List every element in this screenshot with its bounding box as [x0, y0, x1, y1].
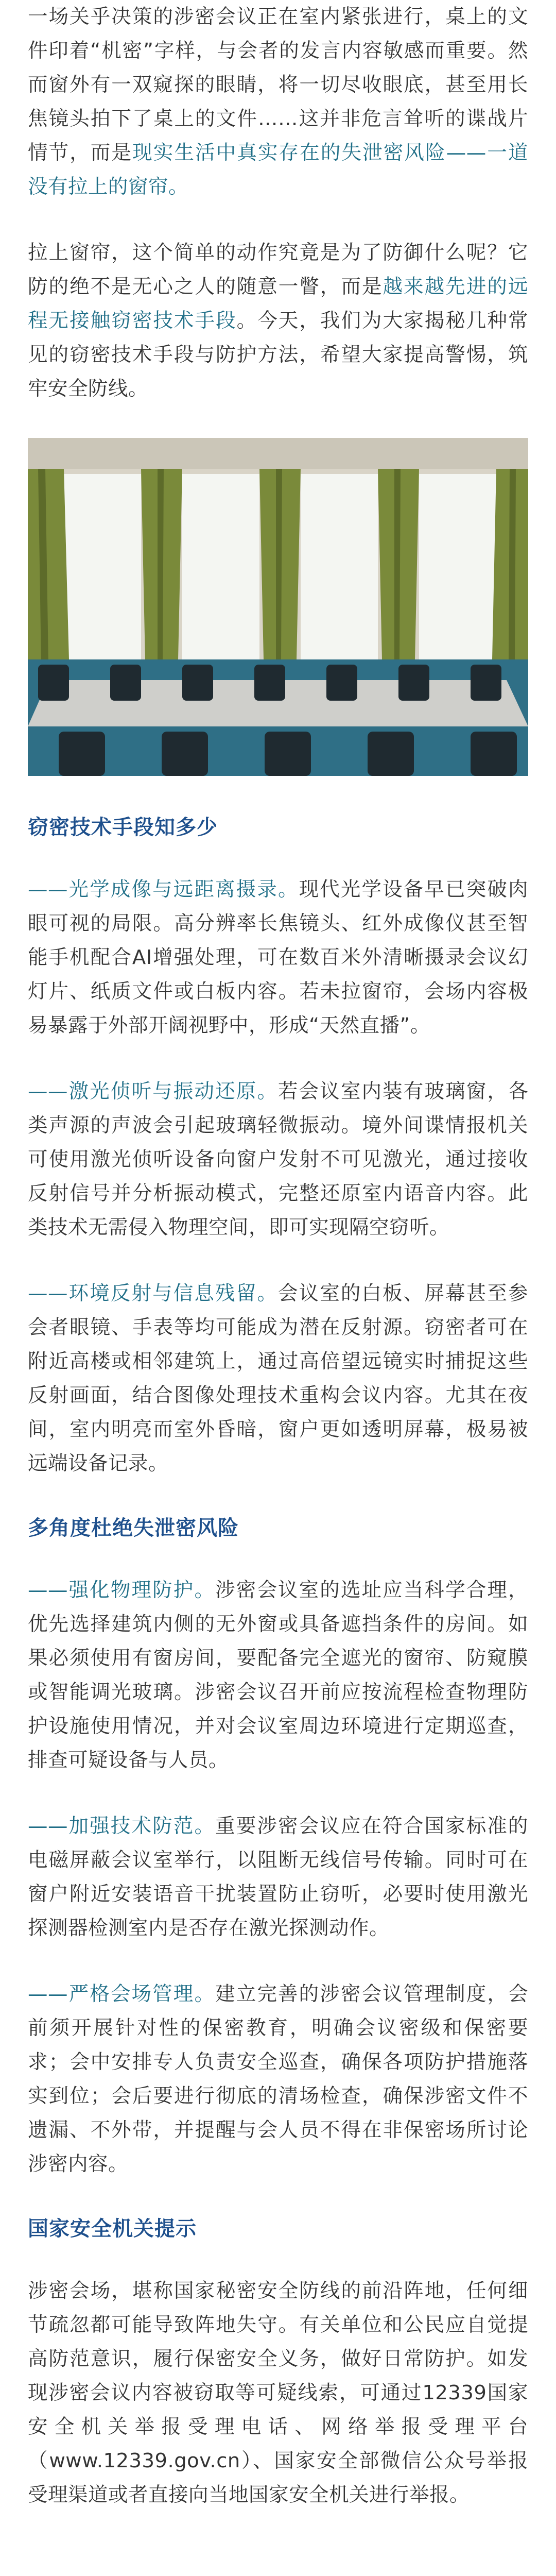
prevention-technical-lead: ——加强技术防范。: [28, 1815, 216, 1838]
prevention-physical-text: 涉密会议室的选址应当科学合理，优先选择建筑内侧的无外窗或具备遮挡条件的房间。如果必须使用有窗房间，要配备完全遮光的窗帘、防窥膜或智能调光玻璃。涉密会议召开前应按流程检查物理防护设施使用情况，并对会议室周边环境进行定期巡查，排查可疑设备与人员。: [28, 1579, 528, 1772]
section-title-prevention: 多角度杜绝失泄密风险: [28, 1516, 239, 1540]
prevention-paragraph-technical: [28, 1809, 528, 1945]
intro-paragraph-1-text: 一场关乎决策的涉密会议正在室内紧张进行，桌上的文件印着“机密”字样，与会者的发言内容敏感而重要。然而窗外有一双窥探的眼睛，将一切尽收眼底，甚至用长焦镜头拍下了桌上的文件……这并非危言耸听的谍战片情节，而是: [28, 5, 528, 164]
intro-paragraph-2: [28, 236, 528, 406]
prevention-management-lead: ——严格会场管理。: [28, 1982, 216, 2006]
prevention-physical-lead: ——强化物理防护。: [28, 1579, 216, 1602]
technique-paragraph-optical: [28, 873, 528, 1043]
prevention-management-text: 建立完善的涉密会议管理制度，会前须开展针对性的保密教育，明确会议密级和保密要求；会中安排专人负责安全巡查，确保各项防护措施落实到位；会后要进行彻底的清场检查，确保涉密文件不遗漏、不外带，并提醒与会人员不得在非保密场所讨论涉密内容。: [28, 1982, 528, 2176]
technique-paragraph-laser: [28, 1075, 528, 1245]
technique-paragraph-reflection: [28, 1277, 528, 1481]
technique-optical-text: 现代光学设备早已突破肉眼可视的局限。高分辨率长焦镜头、红外成像仪甚至智能手机配合AI增强处理，可在数百米外清晰摄录会议幻灯片、纸质文件或白板内容。若未拉窗帘，会场内容极易暴露于外部开阔视野中，形成“天然直播”。: [28, 878, 528, 1037]
prevention-technical-text: 重要涉密会议应在符合国家标准的电磁屏蔽会议室举行，以阻断无线信号传输。同时可在窗户附近安装语音干扰装置防止窃听，必要时使用激光探测器检测室内是否存在激光探测动作。: [28, 1815, 528, 1940]
intro-paragraph-1-highlight: 现实生活中真实存在的失泄密风险——一道没有拉上的窗帘。: [28, 141, 528, 198]
section-title-techniques: 窃密技术手段知多少: [28, 816, 218, 839]
intro-paragraph-2-text: 拉上窗帘，这个简单的动作究竟是为了防御什么呢？它防的绝不是无心之人的随意一瞥，而是: [28, 241, 528, 298]
intro-paragraph-2-highlight: 越来越先进的远程无接触窃密技术手段: [28, 275, 528, 332]
photo-ceiling: [28, 438, 528, 469]
prevention-paragraph-physical: [28, 1573, 528, 1777]
technique-laser-text: 若会议室内装有玻璃窗，各类声源的声波会引起玻璃轻微振动。境外间谍情报机关可使用激光侦听设备向窗户发射不可见激光，通过接收反射信号并分析振动模式，完整还原室内语音内容。此类技术无需侵入物理空间，即可实现隔空窃听。: [28, 1080, 528, 1239]
meeting-room-photo: [28, 438, 528, 776]
section-title-notice: 国家安全机关提示: [28, 2217, 197, 2241]
technique-reflection-text: 会议室的白板、屏幕甚至参会者眼镜、手表等均可能成为潜在反射源。窃密者可在附近高楼或相邻建筑上，通过高倍望远镜实时捕捉这些反射画面，结合图像处理技术重构会议内容。尤其在夜间，室内明亮而室外昏暗，窗户更如透明屏幕，极易被远端设备记录。: [28, 1282, 528, 1475]
prevention-paragraph-management: [28, 1977, 528, 2181]
intro-paragraph-2-text-end: 。今天，我们为大家揭秘几种常见的窃密技术手段与防护方法，希望大家提高警惕，筑牢安全防线。: [28, 309, 528, 400]
technique-optical-lead: ——光学成像与远距离摄录。: [28, 878, 299, 901]
intro-paragraph-1: [28, 0, 528, 204]
technique-laser-lead: ——激光侦听与振动还原。: [28, 1080, 278, 1103]
technique-reflection-lead: ——环境反射与信息残留。: [28, 1282, 278, 1305]
notice-paragraph: 涉密会场，堪称国家秘密安全防线的前沿阵地，任何细节疏忽都可能导致阵地失守。有关单位和公民应自觉提高防范意识，履行保密安全义务，做好日常防护。如发现涉密会议内容被窃取等可疑线索，可通过12339国家安全机关举报受理电话、网络举报受理平台（www.12339.gov.cn）、国家安全部微信公众号举报受理渠道或者直接向当地国家安全机关进行举报。: [28, 2279, 528, 2506]
